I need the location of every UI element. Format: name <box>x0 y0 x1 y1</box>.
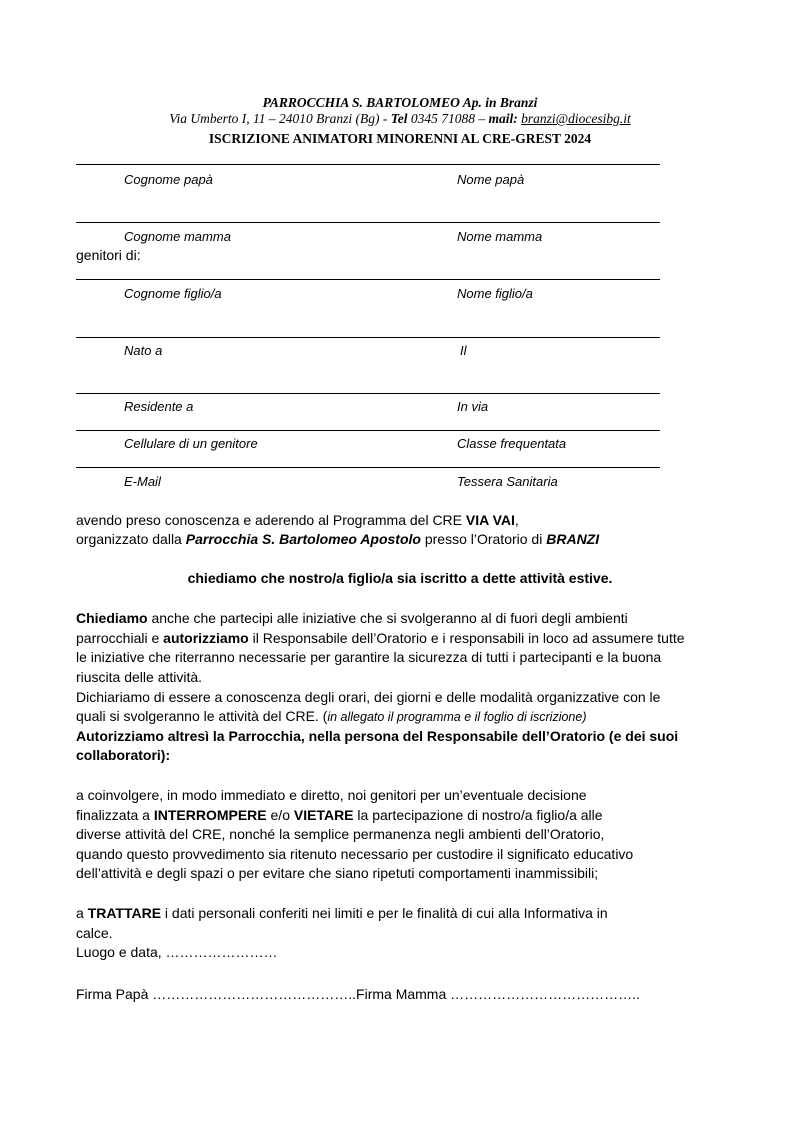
body-line: dell’attività e degli spazi o per evitare che siano ripetuti comportamenti inammissibili; <box>76 865 599 881</box>
field-label: Residente a <box>124 399 194 414</box>
field-label: Nome mamma <box>457 229 543 244</box>
field-label: E-Mail <box>124 474 161 489</box>
place-date-field[interactable]: Luogo e data, …………………… <box>76 944 278 960</box>
body-line: quando questo provvedimento sia ritenuto necessario per custodire il significato educativo <box>76 846 634 862</box>
request-line: chiediamo che nostro/a figlio/a sia iscritto a dette attività estive. <box>187 570 613 586</box>
body-line: collaboratori): <box>76 747 171 763</box>
body-line: organizzato dalla Parrocchia S. Bartolomeo Apostolo presso l’Oratorio di BRANZI <box>76 531 600 547</box>
body-line: le iniziative che riterranno necessarie per garantire la sicurezza di tutti i partecipanti e la buona <box>76 649 662 665</box>
body-line: a coinvolgere, in modo immediato e diretto, noi genitori per un’eventuale decisione <box>76 787 587 803</box>
parish-address: Via Umberto I, 11 – 24010 Branzi (Bg) - Tel 0345 71088 – mail: branzi@diocesibg.it <box>169 111 631 126</box>
body-line: finalizzata a INTERROMPERE e/o VIETARE la partecipazione di nostro/a figlio/a alle <box>76 807 603 823</box>
field-line[interactable] <box>76 467 660 468</box>
field-label: Cognome mamma <box>124 229 231 244</box>
parish-name: PARROCCHIA S. BARTOLOMEO Ap. in Branzi <box>262 95 538 110</box>
field-label: Nato a <box>124 343 163 358</box>
body-line: a TRATTARE i dati personali conferiti nei limiti e per le finalità di cui alla Informativa in <box>76 905 608 921</box>
field-line[interactable] <box>76 279 660 280</box>
body-line: diverse attività del CRE, nonché la semplice permanenza negli ambienti dell’Oratorio, <box>76 826 605 842</box>
field-label: Cellulare di un genitore <box>124 436 258 451</box>
field-line[interactable] <box>76 393 660 394</box>
field-line[interactable] <box>76 164 660 165</box>
field-label: Nome figlio/a <box>457 286 533 301</box>
field-line[interactable] <box>76 337 660 338</box>
body-line: Autorizziamo altresì la Parrocchia, nella persona del Responsabile dell’Oratorio (e dei suoi <box>76 728 679 744</box>
field-label: Cognome papà <box>124 172 213 187</box>
field-line[interactable] <box>76 222 660 223</box>
form-title: ISCRIZIONE ANIMATORI MINORENNI AL CRE-GREST 2024 <box>208 131 592 146</box>
body-line: calce. <box>76 925 113 941</box>
body-line: Dichiariamo di essere a conoscenza degli orari, dei giorni e delle modalità organizzative con le <box>76 689 661 705</box>
genitori-label: genitori di: <box>76 247 141 263</box>
body-line: riuscita delle attività. <box>76 669 203 685</box>
field-label: Il <box>460 343 467 358</box>
body-line: quali si svolgeranno le attività del CRE. (in allegato il programma e il foglio di iscrizione) <box>76 708 587 724</box>
signature-fields[interactable]: Firma Papà ……………………………………..Firma Mamma ………………………………….. <box>76 986 640 1002</box>
field-label: Cognome figlio/a <box>124 286 222 301</box>
field-label: In via <box>457 399 489 414</box>
field-label: Nome papà <box>457 172 525 187</box>
body-line: parrocchiali e autorizziamo il Responsabile dell’Oratorio e i responsabili in loco ad assumere tutte <box>76 630 685 646</box>
body-line: Chiediamo anche che partecipi alle iniziative che si svolgeranno al di fuori degli ambienti <box>76 610 628 626</box>
email-link[interactable]: branzi@diocesibg.it <box>521 111 631 126</box>
field-label: Tessera Sanitaria <box>457 474 558 489</box>
field-line[interactable] <box>76 430 660 431</box>
body-line: avendo preso conoscenza e aderendo al Programma del CRE VIA VAI, <box>76 512 519 528</box>
field-label: Classe frequentata <box>457 436 567 451</box>
